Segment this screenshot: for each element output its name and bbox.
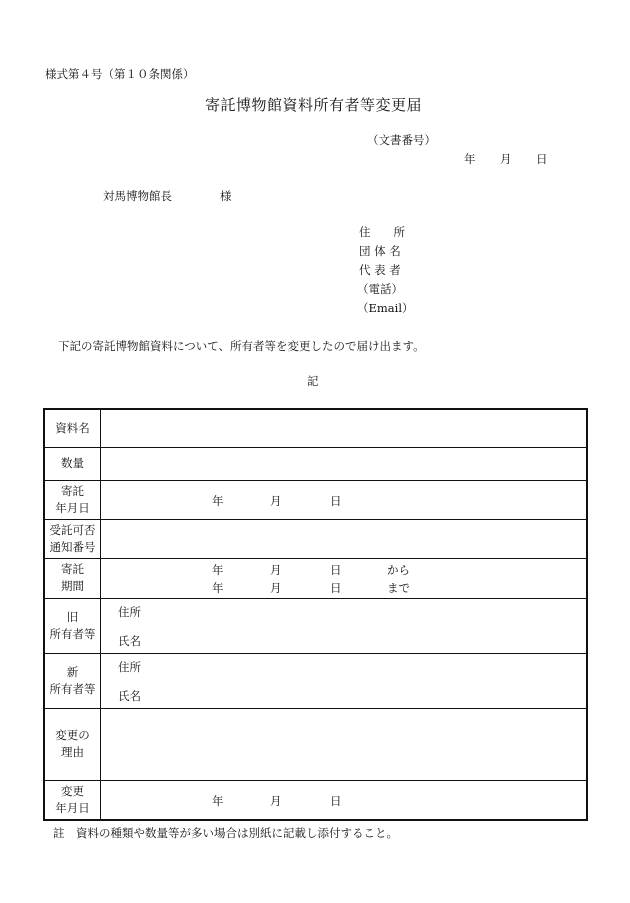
deposit-date-label-line1: 寄託 xyxy=(61,483,84,498)
period-start-year: 年 xyxy=(212,562,224,577)
row-change-reason xyxy=(44,708,587,780)
old-owner-field[interactable] xyxy=(101,598,588,653)
old-owner-label xyxy=(44,598,101,653)
row-change-date xyxy=(44,780,587,820)
applicant-representative-label: 代 表 者 xyxy=(359,263,401,277)
addressee-name: 対馬博物館長 xyxy=(103,189,172,203)
new-owner-name-label: 氏名 xyxy=(118,688,141,703)
period-end-day: 日 xyxy=(330,580,342,595)
change-reason-label xyxy=(44,708,101,780)
row-notice-number xyxy=(44,519,587,558)
row-deposit-period xyxy=(44,558,587,598)
material-name-label xyxy=(44,409,101,447)
new-owner-label xyxy=(44,653,101,708)
ki-label: 記 xyxy=(307,374,319,388)
new-owner-field[interactable] xyxy=(101,653,588,708)
material-name-field[interactable] xyxy=(101,409,588,447)
old-owner-name-label: 氏名 xyxy=(118,633,141,648)
old-owner-label-line2: 所有者等 xyxy=(49,626,96,641)
addressee-honorific: 様 xyxy=(220,189,232,203)
material-name-text: 資料名 xyxy=(55,420,90,435)
change-date-field[interactable] xyxy=(101,780,588,820)
row-new-owner xyxy=(44,653,587,708)
applicant-email-label: （Email） xyxy=(357,301,414,315)
notice-number-field[interactable] xyxy=(101,519,588,558)
change-reason-field[interactable] xyxy=(101,708,588,780)
deposit-year: 年 xyxy=(212,493,224,508)
date-year: 年 xyxy=(464,152,476,166)
notice-number-label-line2: 通知番号 xyxy=(49,539,96,554)
old-owner-label-line1: 旧 xyxy=(66,609,79,624)
deposit-day: 日 xyxy=(330,493,342,508)
change-day: 日 xyxy=(330,793,342,808)
footnote: 註 資料の種類や数量等が多い場合は別紙に記載し添付すること。 xyxy=(53,826,398,840)
change-date-label-line1: 変更 xyxy=(61,783,84,798)
old-owner-address-label: 住所 xyxy=(118,604,141,619)
new-owner-label-line2: 所有者等 xyxy=(49,681,96,696)
deposit-period-label-line1: 寄託 xyxy=(61,562,84,576)
change-form-table xyxy=(43,408,588,821)
date-day: 日 xyxy=(536,152,548,166)
deposit-month: 月 xyxy=(270,493,282,508)
deposit-period-label xyxy=(44,558,101,598)
deposit-period-label-line2: 期間 xyxy=(61,579,84,593)
new-owner-address-label: 住所 xyxy=(118,659,141,674)
change-year: 年 xyxy=(212,793,224,808)
change-month: 月 xyxy=(270,793,282,808)
notice-number-label xyxy=(44,519,101,558)
change-reason-label-line1: 変更の xyxy=(55,728,90,742)
document-title: 寄託博物館資料所有者等変更届 xyxy=(205,96,423,114)
document-number: （文書番号） xyxy=(367,133,436,147)
row-material-name xyxy=(44,409,587,447)
period-start-day: 日 xyxy=(330,562,342,577)
period-end-year: 年 xyxy=(212,580,224,595)
deposit-period-field[interactable] xyxy=(101,558,588,598)
period-end-month: 月 xyxy=(270,580,282,595)
change-date-label xyxy=(44,780,101,820)
quantity-field[interactable] xyxy=(101,447,588,480)
date-month: 月 xyxy=(500,152,512,166)
period-made: まで xyxy=(387,580,410,595)
row-old-owner xyxy=(44,598,587,653)
deposit-date-label-line2: 年月日 xyxy=(55,500,90,515)
deposit-date-field[interactable] xyxy=(101,480,588,519)
applicant-group-label: 団 体 名 xyxy=(359,244,401,258)
form-number: 様式第４号（第１０条関係） xyxy=(45,67,195,81)
quantity-text: 数量 xyxy=(61,456,84,470)
new-owner-label-line1: 新 xyxy=(66,664,79,679)
period-start-month: 月 xyxy=(270,562,282,577)
change-date-label-line2: 年月日 xyxy=(55,800,90,815)
quantity-label xyxy=(44,447,101,480)
intro-text: 下記の寄託博物館資料について、所有者等を変更したので届け出ます。 xyxy=(58,339,425,353)
notice-number-label-line1: 受託可否 xyxy=(49,522,96,537)
row-quantity xyxy=(44,447,587,480)
period-kara: から xyxy=(387,562,410,577)
applicant-address-label: 住 所 xyxy=(359,225,405,239)
deposit-date-label xyxy=(44,480,101,519)
row-deposit-date xyxy=(44,480,587,519)
applicant-phone-label: （電話） xyxy=(357,282,403,296)
change-reason-label-line2: 理由 xyxy=(61,745,84,759)
